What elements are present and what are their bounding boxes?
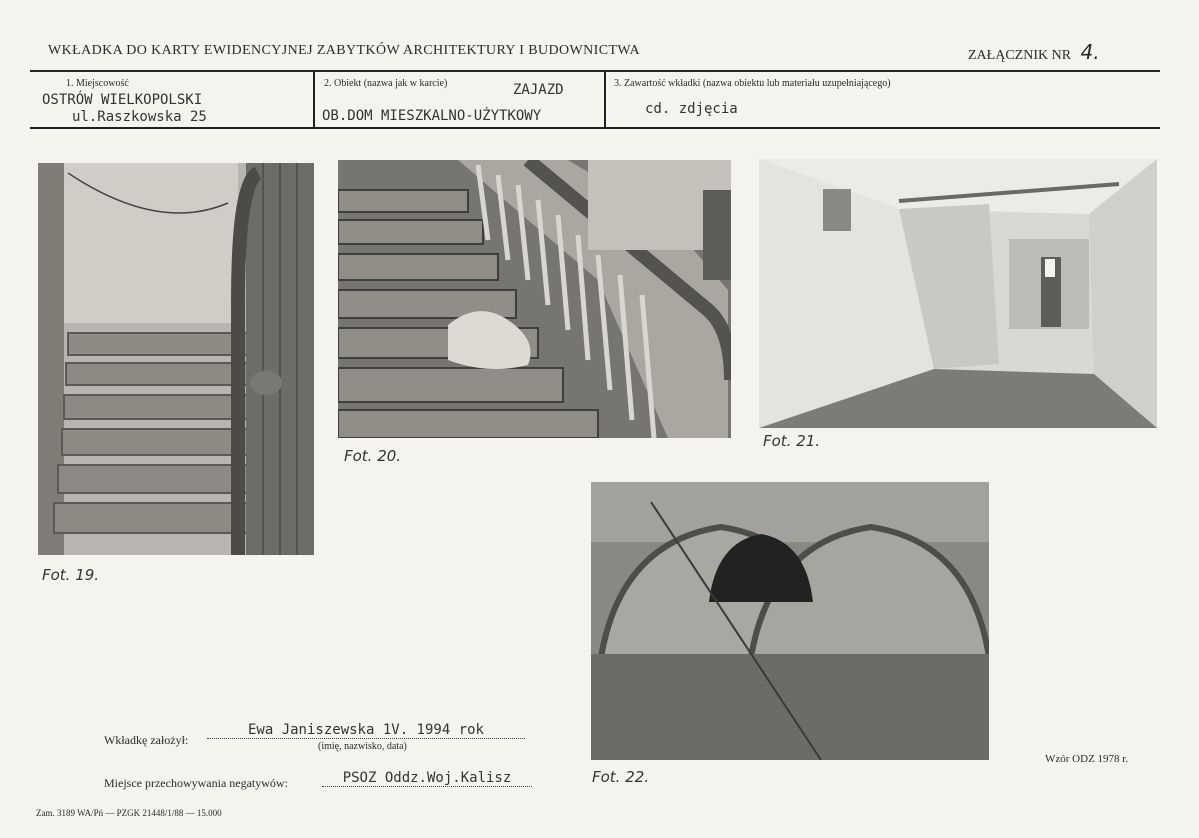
- object-line2: OB.DOM MIESZKALNO-UŻYTKOWY: [322, 108, 542, 124]
- template-note: Wzór ODZ 1978 r.: [1045, 753, 1129, 765]
- caption-photo-20: Fot. 20.: [344, 447, 402, 465]
- document-title: WKŁADKA DO KARTY EWIDENCYJNEJ ZABYTKÓW ARCHITEKTURY I BUDOWNICTWA: [48, 43, 640, 58]
- founder-hint: (imię, nazwisko, data): [318, 741, 407, 752]
- object-label: 2. Obiekt (nazwa jak w karcie): [324, 78, 448, 89]
- content-value: cd. zdjęcia: [645, 101, 738, 117]
- annex-number: 4.: [1080, 40, 1100, 64]
- storage-value: PSOZ Oddz.Woj.Kalisz: [322, 770, 532, 787]
- content-label: 3. Zawartość wkładki (nazwa obiektu lub materiału uzupełniającego): [614, 78, 891, 89]
- object-name: ZAJAZD: [513, 82, 564, 98]
- location-line2: ul.Raszkowska 25: [72, 109, 207, 125]
- location-line1: OSTRÓW WIELKOPOLSKI: [42, 92, 203, 108]
- caption-photo-22: Fot. 22.: [592, 768, 650, 786]
- location-label: 1. Miejscowość: [66, 78, 129, 89]
- founder-label: Wkładkę założył:: [104, 733, 189, 747]
- photo-19-winding-staircase: [38, 163, 314, 555]
- print-note: Zam. 3189 WA/Pń — PZGK 21448/1/88 — 15.000: [36, 808, 222, 818]
- header-rule-bottom: [30, 127, 1160, 129]
- founder-value: Ewa Janiszewska 1V. 1994 rok: [207, 722, 525, 739]
- annex-label-text: ZAŁĄCZNIK NR: [968, 48, 1072, 63]
- photo-22-arch-niche: [591, 482, 989, 760]
- field-divider-2: [604, 72, 606, 128]
- header-rule-top: [30, 70, 1160, 72]
- field-divider-1: [313, 72, 315, 128]
- caption-photo-21: Fot. 21.: [763, 432, 821, 450]
- annex-label: [968, 40, 1100, 64]
- photo-20-balustrade-staircase: [338, 160, 731, 438]
- storage-label: Miejsce przechowywania negatywów:: [104, 776, 288, 790]
- photo-21-corridor: [759, 159, 1157, 428]
- caption-photo-19: Fot. 19.: [42, 566, 100, 584]
